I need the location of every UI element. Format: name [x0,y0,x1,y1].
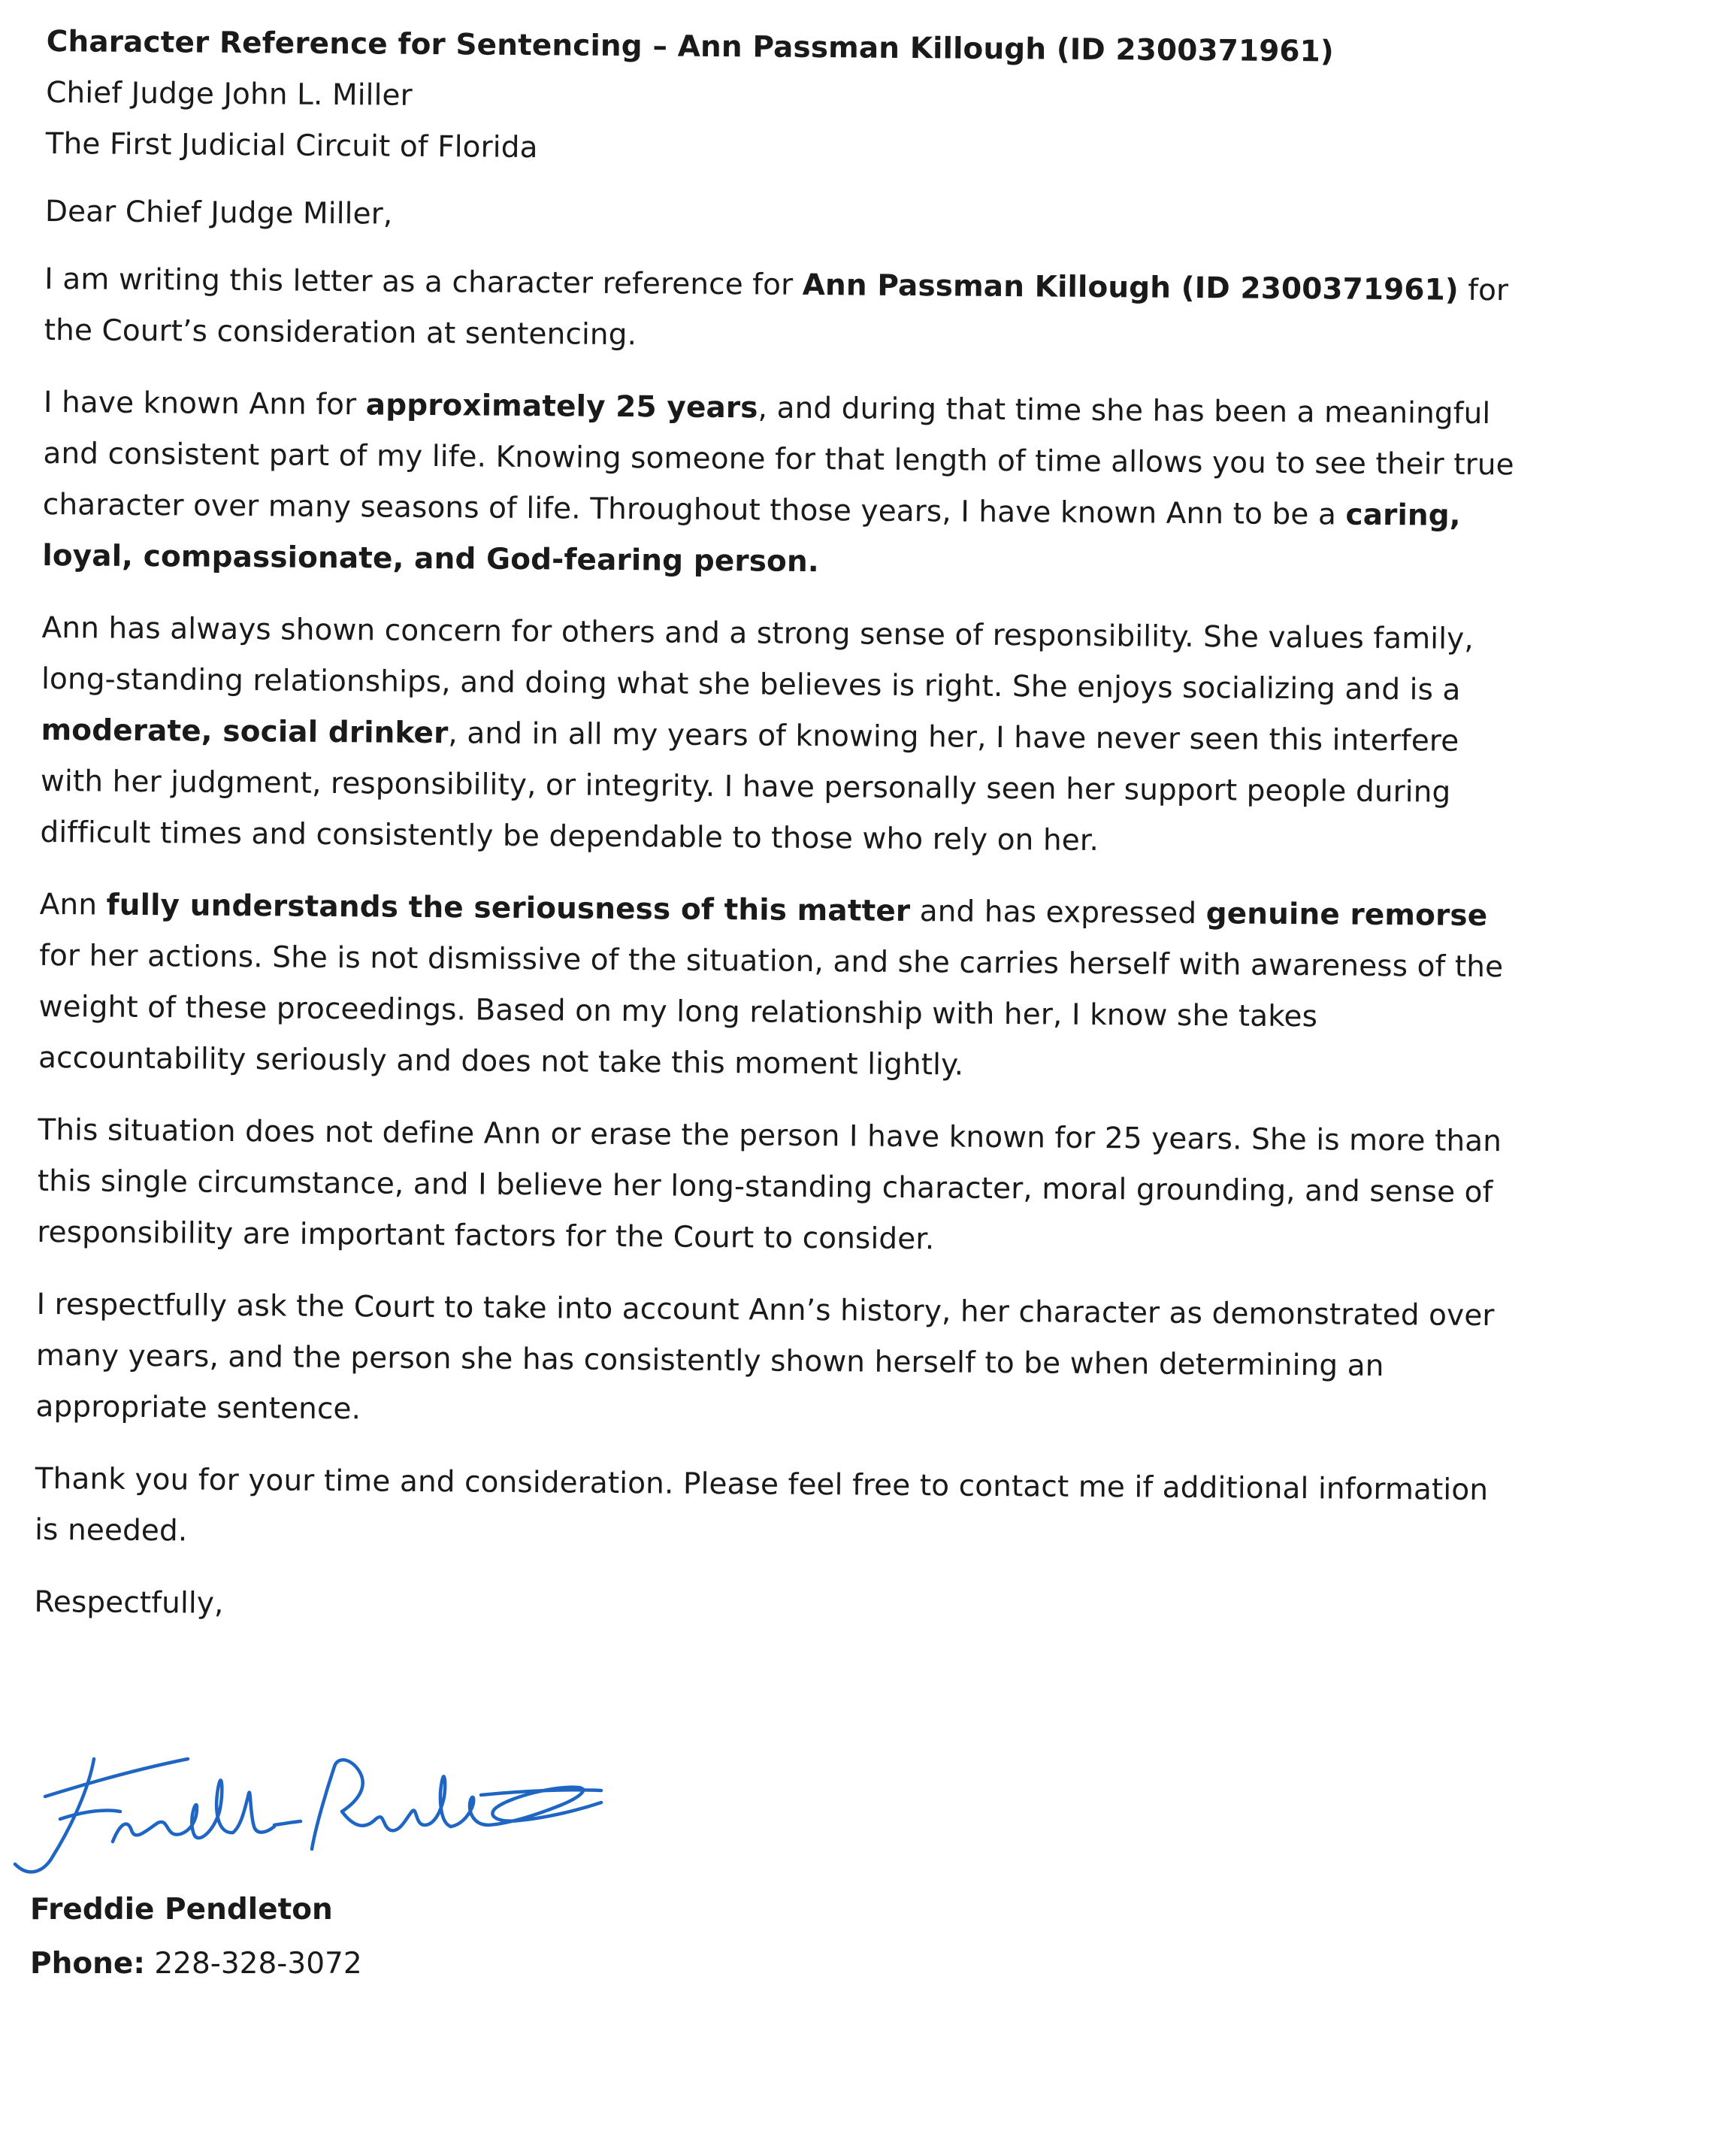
paragraph-responsibility [40,603,1515,870]
paragraph-not-defined [37,1105,1511,1270]
text-run: , and during that time she has been a meaningful and consistent part of my life. Knowing someone for that length of time allows you to see their true character over many seasons of life. Throughout those years, I have known Ann to be a [42,391,1514,532]
text-run: , and in all my years of knowing her, I have never seen this interfere with her judgment, responsibility, or integrity. I have personally seen her support people during difficult times and consistently be dependable to those who rely on her. [40,716,1459,858]
bold-run: caring, loyal, compassionate, and God-fearing person. [42,498,1461,580]
signature-stroke [233,1793,274,1833]
signature-stroke [45,1759,188,1796]
signature-stroke [451,1787,601,1827]
phone-number: 228-328-3072 [154,1947,362,1981]
signature-stroke [312,1760,363,1849]
text-run: I have known Ann for [43,385,366,422]
signature-stroke [274,1821,301,1825]
paragraph-text: Thank you for your time and consideration. Please feel free to contact me if additional information is needed. [35,1461,1489,1548]
letter-body [34,17,1520,1639]
text-run: for the Court’s consideration at sentencing. [44,273,1509,353]
handwritten-signature [0,1736,616,1887]
bold-run: Ann Passman Killough (ID 2300371961) [802,268,1459,307]
signer-phone-line [30,1937,362,1991]
text-run: Ann has always shown concern for others and a strong sense of responsibility. She values family, long-standing relationships, and doing what she believes is right. She enjoys socializing and is a [41,610,1474,707]
salutation: Dear Chief Judge Miller, [44,194,393,232]
paragraph-text: I respectfully ask the Court to take into account Ann’s history, her character as demonstrated over many years, and the person she has consistently shown herself to be when determining an appropriate sentence. [35,1287,1495,1427]
paragraph-request [35,1279,1510,1444]
paragraph-intro [44,254,1517,368]
bold-run: fully understands the seriousness of this matter [106,888,911,929]
bold-run: approximately 25 years [365,388,758,425]
paragraph-text: This situation does not define Ann or erase the person I have known for 25 years. She is more than this single circumstance, and I believe her long-standing character, moral grounding, and sense of responsibility are important factors for the Court to consider. [37,1112,1502,1257]
text-run: I am writing this letter as a character reference for [44,262,803,302]
bold-run: moderate, social drinker [41,713,449,751]
signer-block [30,1883,362,1991]
bold-run: genuine remorse [1205,897,1488,934]
signature-stroke [60,1810,120,1819]
text-run: and has expressed [910,894,1206,931]
signer-name: Freddie Pendleton [30,1893,333,1927]
text-run: for her actions. She is not dismissive of the situation, and she carries herself with awareness of the weight of these proceedings. Based on my long relationship with her, I know she takes accountability seriously and does not take this moment lightly. [38,938,1504,1082]
closing: Respectfully, [34,1585,224,1621]
paragraph-years-known [42,377,1517,593]
phone-label: Phone: [30,1947,145,1981]
paragraph-remorse [38,879,1513,1095]
text-run: Ann [39,887,107,922]
signature-stroke [342,1776,451,1830]
recipient-name: Chief Judge John L. Miller [46,75,413,113]
signature-stroke [113,1780,233,1842]
paragraph-thanks [35,1454,1508,1567]
recipient-court: The First Judicial Circuit of Florida [45,126,538,165]
signature-stroke [15,1759,94,1872]
letter-title: Character Reference for Sentencing – Ann Passman Killough (ID 2300371961) [46,24,1334,69]
